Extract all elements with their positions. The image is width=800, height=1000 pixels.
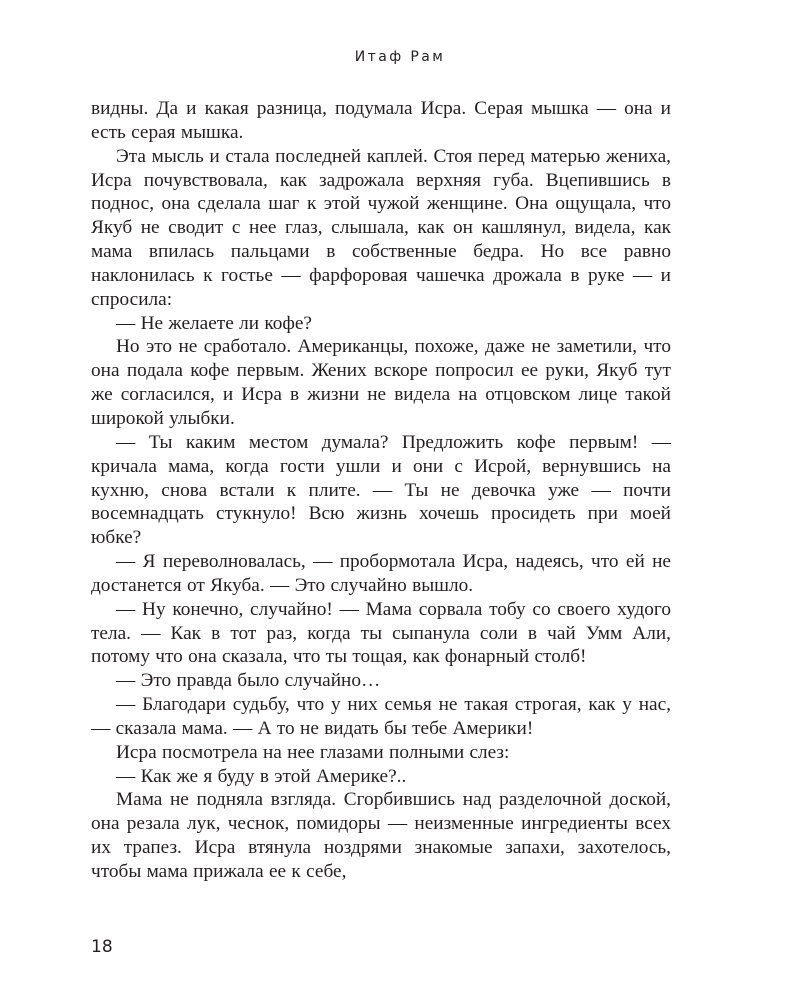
paragraph-2: Эта мысль и стала последней каплей. Стоя перед матерью жениха, Исра почувствовала, как задрожала верхняя губа. Вцепившись в поднос, она сделала шаг к этой чужой женщине. Она ощущала, что Якуб не сводит с нее глаз, слышала, как он кашлянул, видела, как мама впилась пальцами в собственные бедра. Но все равно наклонилась к гостье — фарфоровая чашечка дрожала в руке — и спросила:	[91, 145, 671, 310]
paragraph-1: видны. Да и какая разница, подумала Исра. Серая мышка — она и есть серая мышка.	[91, 98, 671, 143]
paragraph-12: Мама не подняла взгляда. Сгорбившись над разделочной доской, она резала лук, чеснок, помидоры — неизменные ингредиенты всех их трапез. Исра втянула ноздрями знакомые запахи, захотелось, чтобы мама прижала ее к себе,	[91, 789, 671, 882]
paragraph-8: — Это правда было случайно…	[116, 670, 381, 692]
paragraph-9: — Благодари судьбу, что у них семья не такая строгая, как у нас, — сказала мама. — А то не видать бы тебе Америки!	[91, 694, 671, 739]
page-number: 18	[91, 937, 113, 957]
paragraph-7: — Ну конечно, случайно! — Мама сорвала тобу со своего худого тела. — Как в тот раз, когда ты сыпанула соли в чай Умм Али, потому что она сказала, что ты тощая, как фонарный столб!	[91, 598, 671, 668]
paragraph-6: — Я переволновалась, — пробормотала Исра, надеясь, что ей не достанется от Якуба. — Это случайно вышло.	[91, 551, 671, 596]
paragraph-10: Исра посмотрела на нее глазами полными слез:	[116, 741, 510, 763]
paragraph-5: — Ты каким местом думала? Предложить кофе первым! — кричала мама, когда гости ушли и они с Исрой, вернувшись на кухню, снова встали к плите. — Ты не девочка уже — почти восемнадцать стукнуло! Всю жизнь хочешь просидеть при моей юбке?	[91, 431, 671, 549]
paragraph-3: — Не желаете ли кофе?	[116, 312, 312, 334]
running-head: Итаф Рам	[354, 49, 446, 65]
paragraph-4: Но это не сработало. Американцы, похоже, даже не заметили, что она подала кофе первым. Жених вскоре попросил ее руки, Якуб тут же согласился, и Исра в жизни не видела на отцовском лице такой широкой улыбки.	[91, 336, 671, 429]
paragraph-11: — Как же я буду в этой Америке?..	[116, 765, 407, 787]
body-text	[91, 97, 671, 884]
